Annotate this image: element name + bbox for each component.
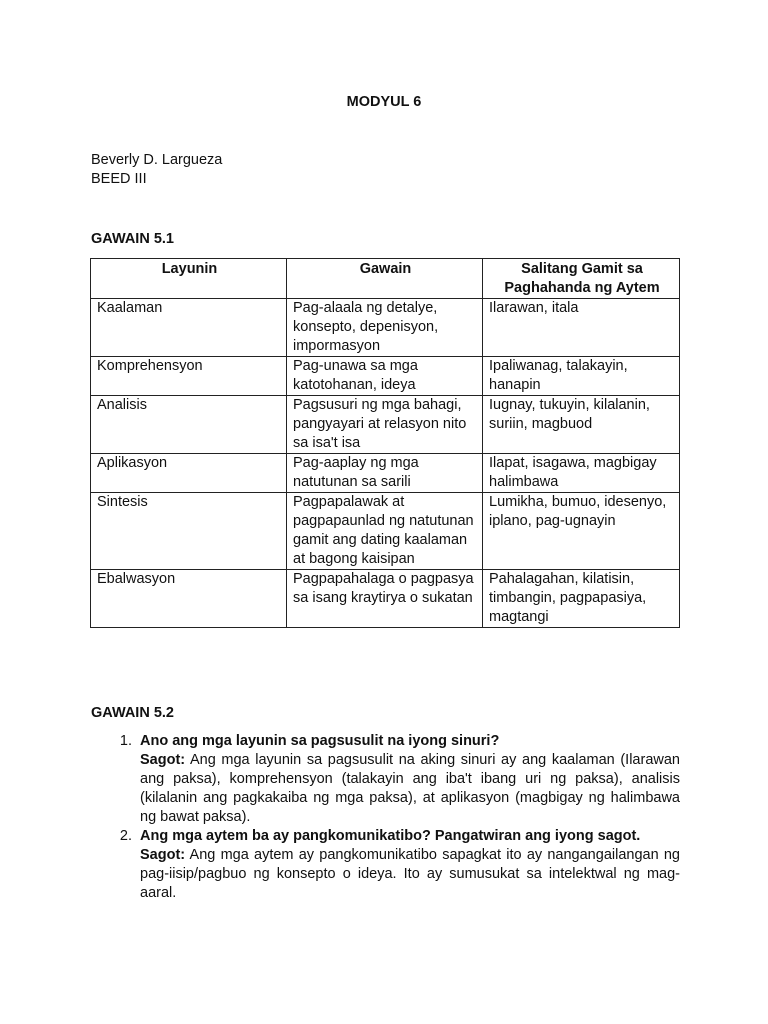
table-cell-gawain: Pag-aaplay ng mga natutunan sa sarili [287,454,483,493]
table-cell-salitang-gamit: Iugnay, tukuyin, kilalanin, suriin, magbuod [483,396,680,454]
answer-text [140,846,680,903]
table-cell-gawain: Pag-unawa sa mga katotohanan, ideya [287,357,483,396]
table-header-row [91,259,680,299]
objectives-table [90,258,680,628]
answer-body: Ang mga layunin sa pagsusulit na aking sinuri ay ang kaalaman (Ilarawan ang paksa), komprehensyon (talakayin ang iba't ibang uri ng paksa), analisis (kilalanin ang pagkakaiba ng mga paksa), at aplikasyon (magbigay ng halimbawa ng bawat paksa). [140,752,680,825]
table-cell-layunin: Aplikasyon [91,454,287,493]
table-cell-salitang-gamit: Lumikha, bumuo, idesenyo, iplano, pag-ugnayin [483,493,680,570]
table-cell-layunin: Sintesis [91,493,287,570]
table-row [91,396,680,454]
gawain-5-2-heading: GAWAIN 5.2 [91,705,174,721]
question-item [136,732,680,827]
table-cell-layunin: Analisis [91,396,287,454]
question-list [104,732,680,903]
table-cell-salitang-gamit: Ilarawan, itala [483,299,680,357]
table-cell-salitang-gamit: Ipaliwanag, talakayin, hanapin [483,357,680,396]
table-cell-layunin: Komprehensyon [91,357,287,396]
table-cell-layunin: Kaalaman [91,299,287,357]
answer-body: Ang mga aytem ay pangkomunikatibo sapagkat ito ay nangangailangan ng pag-iisip/pagbuo ng konsepto o ideya. Ito ay sumusukat sa intelektwal ng mag-aaral. [140,847,681,901]
answer-text [140,751,680,827]
column-header-gawain: Gawain [287,259,483,299]
table-row [91,299,680,357]
column-header-layunin: Layunin [91,259,287,299]
question-item [136,827,680,903]
table-row [91,357,680,396]
author-name: Beverly D. Largueza [91,152,223,168]
column-header-salitang-gamit: Salitang Gamit sa Paghahanda ng Aytem [483,259,680,299]
answer-label: Sagot: [140,752,186,768]
gawain-5-1-heading: GAWAIN 5.1 [91,231,174,247]
table-cell-gawain: Pagpapalawak at pagpapaunlad ng natutunan gamit ang dating kaalaman at bagong kaisipan [287,493,483,570]
question-text: 2. Ang mga aytem ba ay pangkomunikatibo? Pangatwiran ang iyong sagot. [140,828,641,844]
table-cell-salitang-gamit: Ilapat, isagawa, magbigay halimbawa [483,454,680,493]
question-text: 1. Ano ang mga layunin sa pagsusulit na iyong sinuri? [140,733,500,749]
table-cell-layunin: Ebalwasyon [91,570,287,628]
table-row [91,493,680,570]
table-cell-gawain: Pagpapahalaga o pagpasya sa isang kraytirya o sukatan [287,570,483,628]
answer-label: Sagot: [140,847,186,863]
table-row [91,454,680,493]
table-cell-gawain: Pagsusuri ng mga bahagi, pangyayari at relasyon nito sa isa't isa [287,396,483,454]
module-title: MODYUL 6 [346,94,422,110]
table-cell-gawain: Pag-alaala ng detalye, konsepto, depenisyon, impormasyon [287,299,483,357]
table-row [91,570,680,628]
student-program: BEED III [91,171,147,187]
table-cell-salitang-gamit: Pahalagahan, kilatisin, timbangin, pagpapasiya, magtangi [483,570,680,628]
